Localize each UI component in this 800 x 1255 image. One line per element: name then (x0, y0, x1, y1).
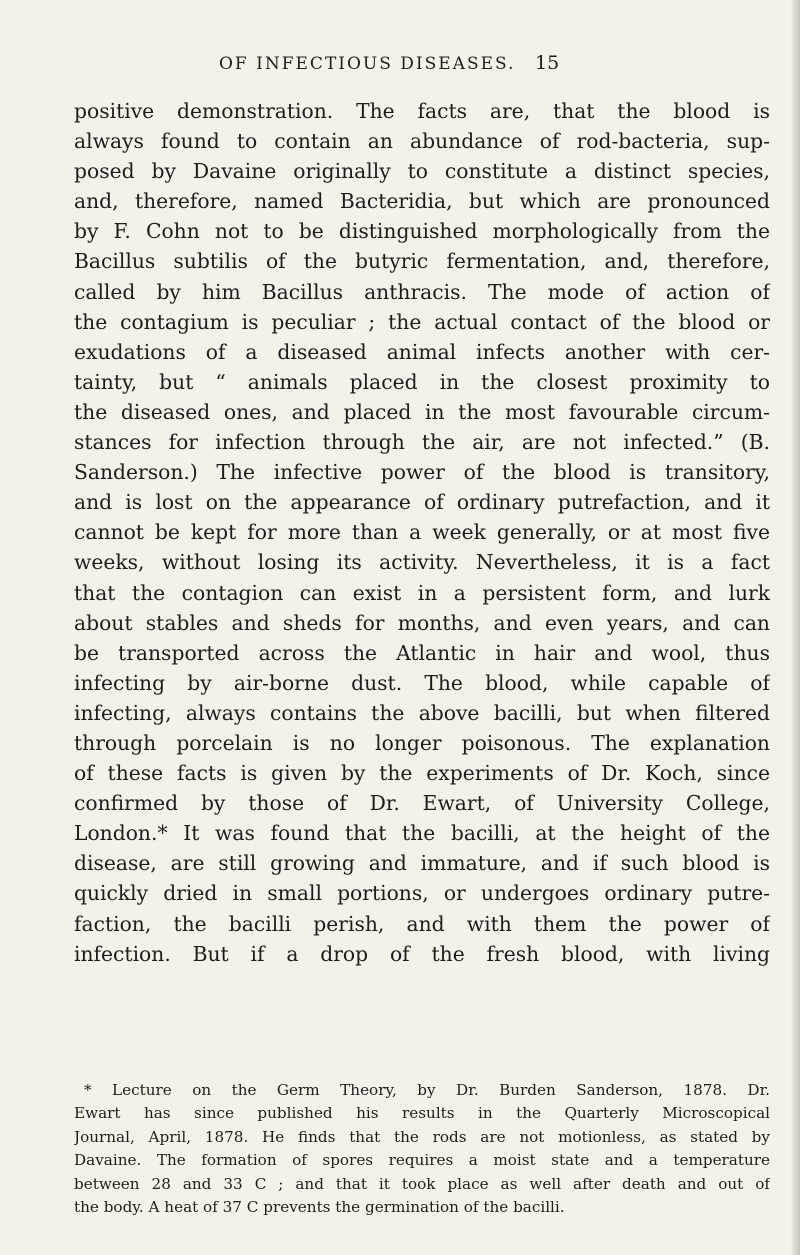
text-line: of these facts is given by the experiments of Dr. Koch, since (74, 761, 770, 786)
footnote-line: the body. A heat of 37 C prevents the germination of the bacilli. (74, 1197, 565, 1216)
text-line: faction, the bacilli perish, and with them the power of (74, 911, 770, 936)
text-line: the diseased ones, and placed in the most favourable circum- (74, 399, 770, 424)
page-edge-shadow (790, 0, 800, 1255)
text-line: the contagium is peculiar ; the actual contact of the blood or (74, 309, 770, 334)
footnote-line: between 28 and 33 C ; and that it took place as well after death and out of (74, 1174, 770, 1193)
text-line: by F. Cohn not to be distinguished morphologically from the (74, 219, 770, 244)
text-line: Sanderson.) The infective power of the blood is transitory, (74, 460, 770, 485)
footnote-line: * Lecture on the Germ Theory, by Dr. Burden Sanderson, 1878. Dr. (84, 1081, 770, 1099)
text-line: infecting, always contains the above bacilli, but when filtered (74, 700, 770, 725)
footnote-line: Ewart has since published his results in the Quarterly Microscopical (74, 1104, 770, 1123)
running-title: OF INFECTIOUS DISEASES. (219, 54, 516, 74)
footnote-line: Davaine. The formation of spores requires a moist state and a temperature (74, 1151, 770, 1170)
text-line: about stables and sheds for months, and even years, and can (74, 610, 770, 635)
text-line: weeks, without losing its activity. Nevertheless, it is a fact (74, 550, 770, 575)
text-line: and, therefore, named Bacteridia, but which are pronounced (74, 189, 770, 214)
body-text (74, 96, 770, 969)
text-line: London.* It was found that the bacilli, at the height of the (74, 821, 770, 846)
page-number: 15 (535, 52, 560, 74)
text-line: cannot be kept for more than a week generally, or at most five (74, 520, 770, 545)
text-line: stances for infection through the air, are not infected.” (B. (74, 430, 770, 455)
text-line: and is lost on the appearance of ordinary putrefaction, and it (74, 490, 770, 515)
text-line: be transported across the Atlantic in hair and wool, thus (74, 640, 770, 665)
text-line: posed by Davaine originally to constitute a distinct species, (74, 159, 770, 184)
text-line: through porcelain is no longer poisonous. The explanation (74, 730, 770, 755)
text-line: tainty, but “ animals placed in the closest proximity to (74, 369, 770, 394)
text-line: exudations of a diseased animal infects another with cer- (74, 339, 770, 364)
text-line: that the contagion can exist in a persistent form, and lurk (74, 580, 770, 605)
text-line: disease, are still growing and immature, and if such blood is (74, 851, 770, 876)
text-line: confirmed by those of Dr. Ewart, of University College, (74, 791, 770, 816)
footnotes (74, 1079, 770, 1219)
text-line: positive demonstration. The facts are, that the blood is (74, 99, 770, 123)
text-line: infecting by air-borne dust. The blood, while capable of (74, 670, 770, 695)
text-line: infection. But if a drop of the fresh blood, with living (74, 941, 770, 966)
page-header (0, 52, 800, 80)
text-line: Bacillus subtilis of the butyric fermentation, and, therefore, (74, 249, 770, 274)
text-line: always found to contain an abundance of rod-bacteria, sup- (74, 129, 770, 154)
text-line: quickly dried in small portions, or undergoes ordinary putre- (74, 881, 770, 906)
footnote-line: Journal, April, 1878. He finds that the rods are not motionless, as stated by (74, 1127, 770, 1146)
text-line: called by him Bacillus anthracis. The mode of action of (74, 279, 770, 304)
